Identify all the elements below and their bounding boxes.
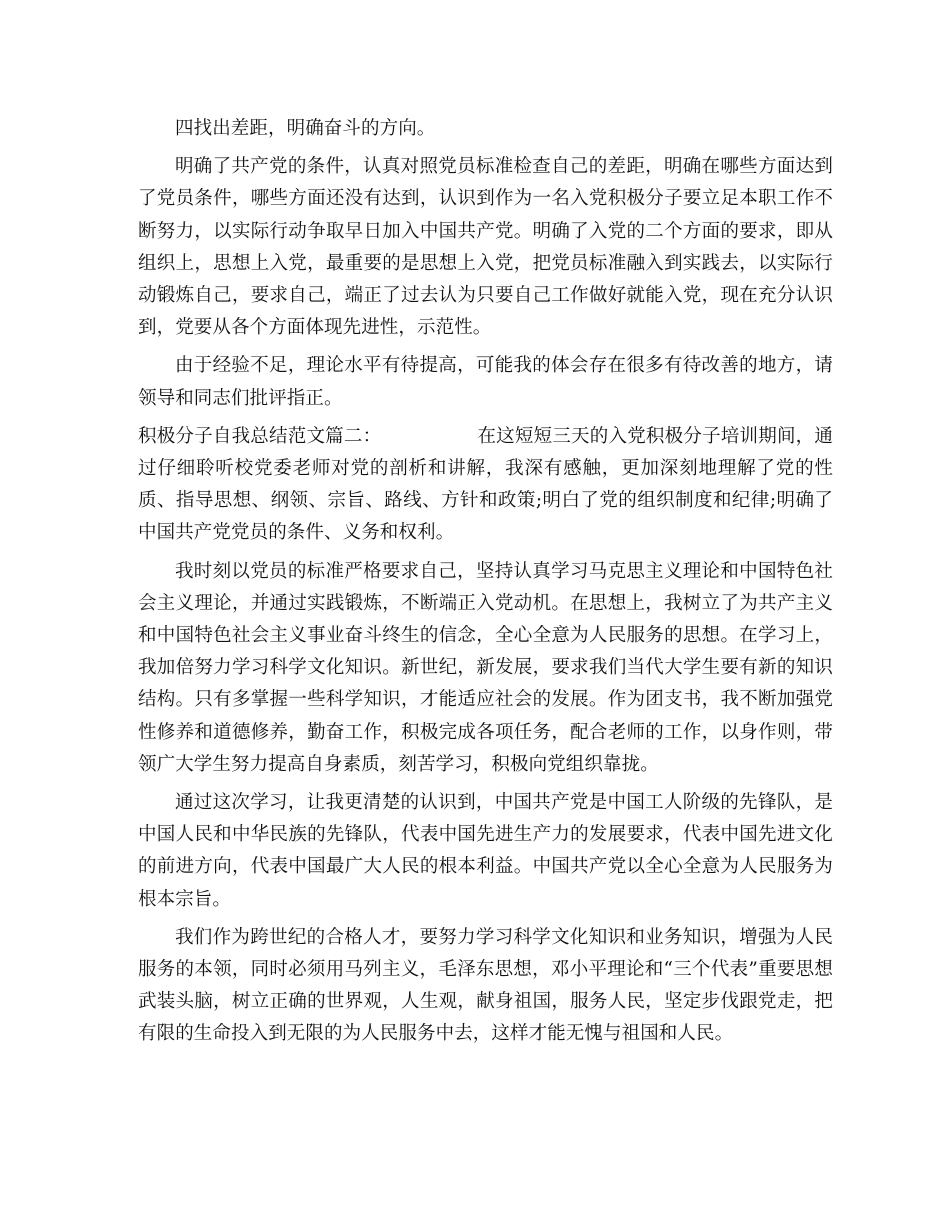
paragraph: 明确了共产党的条件，认真对照党员标准检查自己的差距，明确在哪些方面达到了党员条件，哪些方面还没有达到，认识到作为一名入党积极分子要立足本职工作不断努力，以实际行动争取早日加入中国共产党。明确了入党的二个方面的要求，即从组织上，思想上入党，最重要的是思想上入党，把党员标准融入到实践去，以实际行动锻炼自己，要求自己，端正了过去认为只要自己工作做好就能入党，现在充分认识到，党要从各个方面体现先进性，示范性。 [138,156,833,339]
paragraph: 四找出差距，明确奋斗的方向。 [175,118,436,139]
paragraph: 我们作为跨世纪的合格人才，要努力学习科学文化知识和业务知识，增强为人民服务的本领，同时必须用马列主义，毛泽东思想，邓小平理论和“三个代表”重要思想武装头脑，树立正确的世界观，人生观，献身祖国，服务人民，坚定步伐跟党走，把有限的生命投入到无限的为人民服务中去，这样才能无愧与祖国和人民。 [138,926,833,1045]
section-intro: 在这短短三天的入党积极分子培训期间，通过仔细聆听校党委老师对党的剖析和讲解，我深有感触，更加深刻地理解了党的性质、指导思想、纲领、宗旨、路线、方针和政策;明白了党的组织制度和纪律;明确了中国共产党党员的条件、义务和权利。 [138,425,833,544]
paragraph: 通过这次学习，让我更清楚的认识到，中国共产党是中国工人阶级的先锋队，是中国人民和中华民族的先锋队，代表中国先进生产力的发展要求，代表中国先进文化的前进方向，代表中国最广大人民的根本利益。中国共产党以全心全意为人民服务为根本宗旨。 [138,792,833,910]
paragraph: 由于经验不足，理论水平有待提高，可能我的体会存在很多有待改善的地方，请领导和同志们批评指正。 [138,355,833,409]
paragraph: 我时刻以党员的标准严格要求自己，坚持认真学习马克思主义理论和中国特色社会主义理论，并通过实践锻炼，不断端正入党动机。在思想上，我树立了为共产主义和中国特色社会主义事业奋斗终生的信念，全心全意为人民服务的思想。在学习上，我加倍努力学习科学文化知识。新世纪，新发展，要求我们当代大学生要有新的知识结构。只有多掌握一些科学知识，才能适应社会的发展。作为团支书，我不断加强党性修养和道德修养，勤奋工作，积极完成各项任务，配合老师的工作，以身作则，带领广大学生努力提高自身素质，刻苦学习，积极向党组织靠拢。 [138,560,833,775]
section-heading-paragraph [138,421,833,550]
section-heading: 积极分子自我总结范文篇二： [138,425,382,447]
document-body [138,113,833,1057]
